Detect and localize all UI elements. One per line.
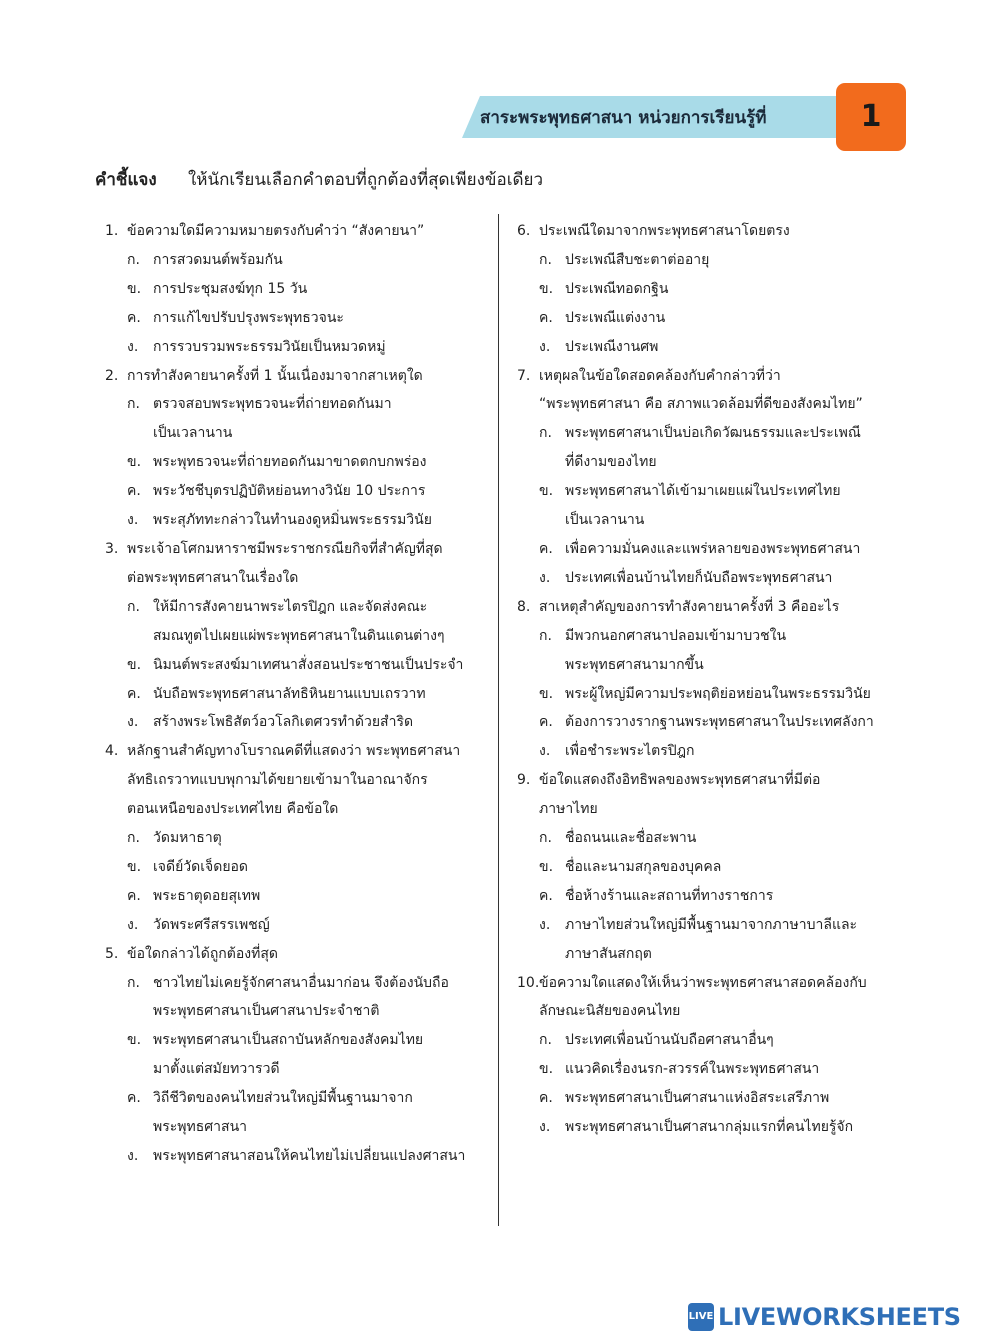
question-text: สาเหตุสำคัญของการทำสังคายนาครั้งที่ 3 คืออะไร (539, 598, 840, 615)
option-text: ประเทศเพื่อนบ้านนับถือศาสนาอื่นๆ (565, 1032, 774, 1049)
option-text: พระพุทธวจนะที่ถ่ายทอดกันมาขาดตกบกพร่อง (153, 454, 427, 471)
option-text: ภาษาไทยส่วนใหญ่มีพื้นฐานมาจากภาษาบาลีและ (565, 916, 858, 933)
question-text: ตอนเหนือของประเทศไทย คือข้อใด (127, 801, 339, 818)
answer-option (105, 882, 495, 911)
left-question-column (105, 217, 495, 1171)
option-text: การประชุมสงฆ์ทุก 15 วัน (153, 280, 308, 297)
question-text: เหตุผลในข้อใดสอดคล้องกับคำกล่าวที่ว่า (539, 367, 781, 384)
option-letter: ข. (127, 1032, 142, 1049)
option-text: พระพุทธศาสนาเป็นบ่อเกิดวัฒนธรรมและประเพณี (565, 425, 861, 442)
option-text: ที่ดีงามของไทย (565, 454, 657, 471)
unit-number-badge: 1 (836, 83, 906, 151)
option-text: พระพุทธศาสนาเป็นศาสนากลุ่มแรกที่คนไทยรู้จัก (565, 1119, 854, 1136)
option-letter: ก. (127, 396, 140, 413)
question-text: ต่อพระพุทธศาสนาในเรื่องใด (127, 569, 299, 586)
question-item (105, 737, 495, 939)
option-text: เป็นเวลานาน (565, 512, 645, 529)
option-letter: ข. (127, 280, 142, 297)
question-number: 3. (105, 540, 119, 557)
answer-option (105, 911, 495, 940)
option-letter: ง. (539, 916, 551, 933)
answer-option (105, 390, 495, 419)
option-text: พระพุทธศาสนาเป็นศาสนาประจำชาติ (153, 1003, 380, 1020)
option-text: พระพุทธศาสนาเป็นศาสนาแห่งอิสระเสรีภาพ (565, 1090, 830, 1107)
option-letter: ค. (539, 540, 553, 557)
option-text: ประเพณีทอดกฐิน (565, 280, 669, 297)
answer-option (105, 1084, 495, 1113)
option-letter: ก. (127, 974, 140, 991)
answer-option (517, 708, 902, 737)
option-text: ชาวไทยไม่เคยรู้จักศาสนาอื่นมาก่อน จึงต้องนับถือ (153, 974, 449, 991)
option-text: ชื่อถนนและชื่อสะพาน (565, 830, 697, 847)
option-letter: ค. (539, 1090, 553, 1107)
option-letter: ข. (539, 858, 554, 875)
question-text: ข้อใดแสดงถึงอิทธิพลของพระพุทธศาสนาที่มีต่อ (539, 772, 821, 789)
option-text: ชื่อและนามสกุลของบุคคล (565, 858, 722, 875)
answer-option (105, 708, 495, 737)
option-letter: ก. (539, 251, 552, 268)
option-letter: ข. (127, 656, 142, 673)
answer-option (517, 246, 902, 275)
option-text: สร้างพระโพธิสัตว์อวโลกิเตศวรทำด้วยสำริด (153, 714, 414, 731)
question-line (105, 766, 495, 795)
option-text: เป็นเวลานาน (153, 425, 233, 442)
option-text: การแก้ไขปรับปรุงพระพุทธวจนะ (153, 309, 344, 326)
option-letter: ก. (539, 627, 552, 644)
option-letter (127, 622, 153, 651)
question-item (105, 940, 495, 1171)
question-text: ข้อใดกล่าวได้ถูกต้องที่สุด (127, 945, 278, 962)
question-number (517, 997, 539, 1026)
option-letter: ง. (539, 569, 551, 586)
option-text: ภาษาสันสกฤต (565, 945, 652, 962)
option-text: ชื่อห้างร้านและสถานที่ทางราชการ (565, 887, 774, 904)
question-line (105, 564, 495, 593)
answer-option (105, 997, 495, 1026)
option-letter: ง. (127, 338, 139, 355)
option-letter (539, 506, 565, 535)
answer-option (517, 1026, 902, 1055)
option-letter (127, 1113, 153, 1142)
question-item (105, 362, 495, 535)
watermark-text: LIVEWORKSHEETS (718, 1303, 961, 1331)
answer-option (517, 477, 902, 506)
option-text: นับถือพระพุทธศาสนาลัทธิหินยานแบบเถรวาท (153, 685, 426, 702)
question-line (105, 217, 495, 246)
option-letter: ข. (539, 685, 554, 702)
option-text: พระสุภัททะกล่าวในทำนองดูหมิ่นพระธรรมวินัย (153, 512, 432, 529)
option-letter: ก. (539, 425, 552, 442)
answer-option (517, 622, 902, 651)
answer-option (517, 506, 902, 535)
answer-option (517, 419, 902, 448)
option-letter: ข. (539, 483, 554, 500)
option-text: ประเพณีแต่งงาน (565, 309, 666, 326)
question-item (517, 969, 902, 1142)
option-text: วิถีชีวิตของคนไทยส่วนใหญ่มีพื้นฐานมาจาก (153, 1090, 413, 1107)
answer-option (105, 1026, 495, 1055)
option-text: พระธาตุดอยสุเทพ (153, 887, 261, 904)
option-letter (539, 940, 565, 969)
question-number: 10. (517, 974, 540, 991)
question-number: 6. (517, 223, 531, 239)
option-text: ประเพณีสืบชะตาต่ออายุ (565, 251, 710, 268)
question-number: 1. (105, 223, 119, 239)
option-text: ให้มีการสังคายนาพระไตรปิฎก และจัดส่งคณะ (153, 598, 428, 615)
answer-option (105, 1055, 495, 1084)
answer-option (517, 275, 902, 304)
question-number: 2. (105, 367, 119, 384)
option-text: มีพวกนอกศาสนาปลอมเข้ามาบวชใน (565, 627, 787, 644)
question-line (517, 997, 902, 1026)
liveworksheets-logo-icon: LIVE (688, 1303, 714, 1331)
question-number: 5. (105, 945, 119, 962)
option-letter (127, 997, 153, 1026)
question-number (517, 390, 539, 419)
answer-option (105, 622, 495, 651)
answer-option (517, 564, 902, 593)
option-letter: ง. (127, 714, 139, 731)
option-letter: ค. (127, 887, 141, 904)
option-text: เพื่อความมั่นคงและแพร่หลายของพระพุทธศาสนา (565, 540, 861, 557)
answer-option (517, 535, 902, 564)
option-text: วัดพระศรีสรรเพชญ์ (153, 916, 270, 933)
question-line (517, 217, 902, 246)
question-item (105, 535, 495, 737)
question-line (517, 390, 902, 419)
option-letter: ข. (539, 1061, 554, 1078)
question-line (105, 940, 495, 969)
option-text: วัดมหาธาตุ (153, 830, 222, 847)
answer-option (105, 246, 495, 275)
answer-option (517, 1084, 902, 1113)
option-text: พระวัชชีบุตรปฏิบัติหย่อนทางวินัย 10 ประการ (153, 483, 426, 500)
option-letter: ก. (127, 830, 140, 847)
answer-option (105, 651, 495, 680)
option-text: การสวดมนต์พร้อมกัน (153, 251, 283, 268)
answer-option (105, 304, 495, 333)
option-letter: ง. (539, 338, 551, 355)
option-letter: ค. (127, 1090, 141, 1107)
option-text: ประเพณีงานศพ (565, 338, 659, 355)
question-line (105, 535, 495, 564)
question-item (517, 593, 902, 766)
answer-option (105, 448, 495, 477)
option-letter (127, 1055, 153, 1084)
answer-option (517, 1113, 902, 1142)
instructions-text: ให้นักเรียนเลือกคำตอบที่ถูกต้องที่สุดเพียงข้อเดียว (188, 170, 544, 190)
answer-option (517, 651, 902, 680)
answer-option (517, 940, 902, 969)
right-question-column (517, 217, 902, 1142)
answer-option (517, 853, 902, 882)
option-letter: ค. (539, 309, 553, 326)
instructions-label: คำชี้แจง (95, 170, 157, 190)
option-letter: ง. (539, 1119, 551, 1136)
answer-option (105, 506, 495, 535)
answer-option (517, 824, 902, 853)
option-text: แนวคิดเรื่องนรก-สวรรค์ในพระพุทธศาสนา (565, 1061, 820, 1078)
question-number (105, 564, 127, 593)
option-letter: ก. (127, 598, 140, 615)
option-letter: ง. (127, 1148, 139, 1164)
option-letter (539, 448, 565, 477)
option-letter: ค. (127, 309, 141, 326)
option-text: พระพุทธศาสนาเป็นสถาบันหลักของสังคมไทย (153, 1032, 424, 1049)
answer-option (517, 911, 902, 940)
option-text: พระผู้ใหญ่มีความประพฤติย่อหย่อนในพระธรรมวินัย (565, 685, 871, 702)
option-text: พระพุทธศาสนา (153, 1119, 247, 1136)
answer-option (105, 477, 495, 506)
answer-option (105, 419, 495, 448)
question-line (517, 362, 902, 391)
question-line (105, 795, 495, 824)
question-line (517, 795, 902, 824)
question-number: 4. (105, 743, 119, 760)
column-divider (498, 214, 499, 1226)
answer-option (105, 1113, 495, 1142)
option-letter: ง. (127, 916, 139, 933)
question-item (517, 362, 902, 593)
answer-option (105, 593, 495, 622)
option-letter: ก. (539, 830, 552, 847)
question-text: ภาษาไทย (539, 801, 598, 818)
answer-option (517, 680, 902, 709)
question-item (517, 217, 902, 362)
answer-option (517, 304, 902, 333)
question-number: 8. (517, 598, 531, 615)
answer-option (105, 1142, 495, 1171)
answer-option (517, 737, 902, 766)
answer-option (517, 882, 902, 911)
option-letter: ง. (127, 512, 139, 529)
question-line (105, 737, 495, 766)
option-text: การรวบรวมพระธรรมวินัยเป็นหมวดหมู่ (153, 338, 386, 355)
option-letter: ข. (127, 858, 142, 875)
answer-option (517, 448, 902, 477)
answer-option (105, 853, 495, 882)
option-letter: ง. (539, 743, 551, 760)
question-line (517, 766, 902, 795)
question-line (517, 969, 902, 998)
question-text: พระเจ้าอโศกมหาราชมีพระราชกรณียกิจที่สำคัญที่สุด (127, 540, 443, 557)
option-text: ตรวจสอบพระพุทธวจนะที่ถ่ายทอดกันมา (153, 396, 392, 413)
answer-option (517, 1055, 902, 1084)
question-line (517, 593, 902, 622)
answer-option (105, 824, 495, 853)
option-letter: ก. (127, 251, 140, 268)
option-text: เจดีย์วัดเจ็ดยอด (153, 858, 249, 875)
question-text: ข้อความใดแสดงให้เห็นว่าพระพุทธศาสนาสอดคล้องกับ (539, 974, 867, 991)
question-text: ลัทธิเถรวาทแบบพุกามได้ขยายเข้ามาในอาณาจักร (127, 772, 428, 789)
question-number (105, 795, 127, 824)
option-text: ประเทศเพื่อนบ้านไทยก็นับถือพระพุทธศาสนา (565, 569, 833, 586)
liveworksheets-watermark (688, 1300, 993, 1334)
question-number: 7. (517, 367, 531, 384)
option-text: มาตั้งแต่สมัยทวารวดี (153, 1061, 280, 1078)
option-letter: ค. (539, 887, 553, 904)
question-text: ลักษณะนิสัยของคนไทย (539, 1003, 681, 1020)
option-letter: ข. (127, 454, 142, 471)
header-title: สาระพระพุทธศาสนา หน่วยการเรียนรู้ที่ (480, 108, 767, 128)
question-text: ข้อความใดมีความหมายตรงกับคำว่า “สังคายนา” (127, 223, 425, 239)
question-text: การทำสังคายนาครั้งที่ 1 นั้นเนื่องมาจากสาเหตุใด (127, 367, 423, 384)
option-text: พระพุทธศาสนาได้เข้ามาเผยแผ่ในประเทศไทย (565, 483, 841, 500)
option-text: พระพุทธศาสนามากขึ้น (565, 656, 704, 673)
option-letter: ก. (539, 1032, 552, 1049)
option-letter: ค. (127, 483, 141, 500)
option-text: เพื่อชำระพระไตรปิฎก (565, 743, 695, 760)
question-number: 9. (517, 772, 531, 789)
question-item (517, 766, 902, 968)
question-number (105, 766, 127, 795)
option-letter (127, 419, 153, 448)
question-item (105, 217, 495, 362)
option-letter (539, 651, 565, 680)
option-letter: ค. (539, 714, 553, 731)
option-text: พระพุทธศาสนาสอนให้คนไทยไม่เปลี่ยนแปลงศาสนา (153, 1148, 466, 1164)
option-text: สมณทูตไปเผยแผ่พระพุทธศาสนาในดินแดนต่างๆ (153, 627, 445, 644)
answer-option (517, 333, 902, 362)
answer-option (105, 333, 495, 362)
answer-option (105, 680, 495, 709)
answer-option (105, 969, 495, 998)
question-line (105, 362, 495, 391)
option-letter: ค. (127, 685, 141, 702)
question-text: หลักฐานสำคัญทางโบราณคดีที่แสดงว่า พระพุทธศาสนา (127, 743, 461, 760)
answer-option (105, 275, 495, 304)
option-text: ต้องการวางรากฐานพระพุทธศาสนาในประเทศลังกา (565, 714, 874, 731)
option-text: นิมนต์พระสงฆ์มาเทศนาสั่งสอนประชาชนเป็นประจำ (153, 656, 464, 673)
question-text: “พระพุทธศาสนา คือ สภาพแวดล้อมที่ดีของสังคมไทย” (539, 396, 863, 413)
option-letter: ข. (539, 280, 554, 297)
question-number (517, 795, 539, 824)
question-text: ประเพณีใดมาจากพระพุทธศาสนาโดยตรง (539, 223, 790, 239)
